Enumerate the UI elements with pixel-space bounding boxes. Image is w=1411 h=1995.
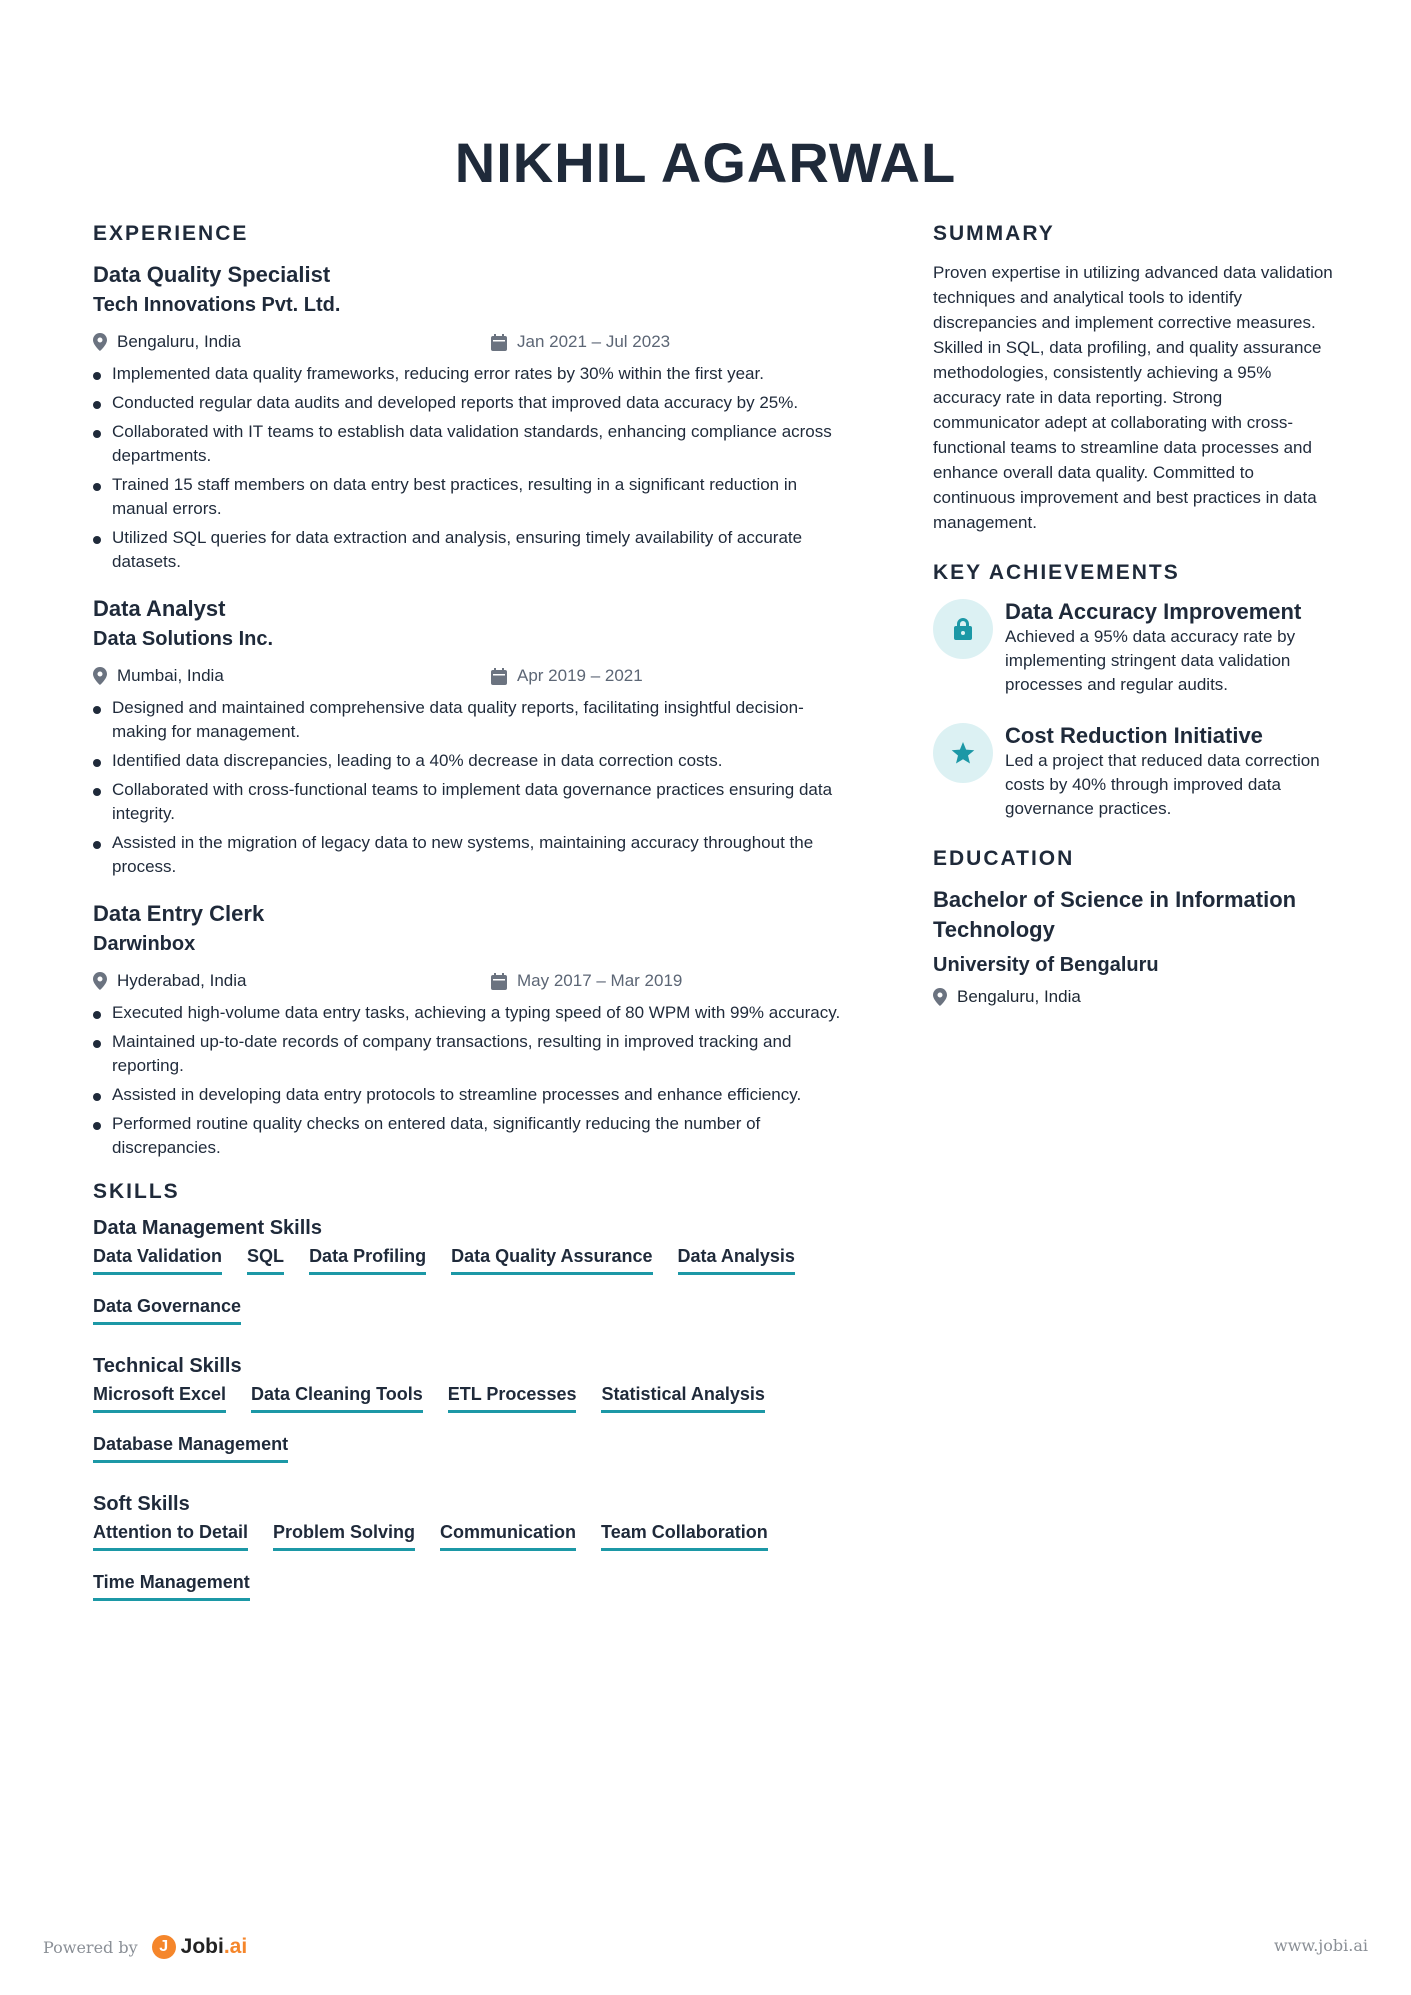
achievement-title: Data Accuracy Improvement: [1005, 599, 1302, 624]
skill-group: [93, 1352, 853, 1480]
job-bullet: Trained 15 staff members on data entry best practices, resulting in a significant reduction in manual errors.: [93, 473, 853, 521]
experience-list: [93, 260, 853, 1160]
skills-heading: SKILLS: [93, 1180, 180, 1203]
skill-group: [93, 1490, 853, 1618]
job-location: [93, 666, 491, 686]
skill-group: [93, 1214, 853, 1342]
job-location-text: Bengaluru, India: [117, 332, 241, 351]
experience-entry: [93, 594, 853, 879]
candidate-name: NIKHIL AGARWAL: [454, 131, 957, 194]
experience-entry: [93, 260, 853, 574]
achievement-icon-badge: [933, 599, 993, 659]
job-bullet: Implemented data quality frameworks, reducing error rates by 30% within the first year.: [93, 362, 853, 386]
skill-chip: Problem Solving: [273, 1520, 415, 1551]
job-bullet: Identified data discrepancies, leading to a 40% decrease in data correction costs.: [93, 749, 853, 773]
job-dates-text: Apr 2019 – 2021: [517, 666, 643, 685]
star-icon: [951, 742, 975, 765]
skill-chip: Data Profiling: [309, 1244, 426, 1275]
job-location: [93, 332, 491, 352]
job-title: Data Entry Clerk: [93, 901, 265, 926]
experience-heading: EXPERIENCE: [93, 222, 249, 245]
skill-chips: [93, 1242, 833, 1342]
achievement-item: [933, 723, 1333, 821]
location-pin-icon: [93, 333, 107, 351]
job-location-text: Mumbai, India: [117, 666, 224, 685]
skill-group-title: Data Management Skills: [93, 1217, 322, 1239]
job-bullets: [93, 696, 853, 879]
powered-by-text: Powered by: [43, 1937, 138, 1957]
skill-chip: Data Quality Assurance: [451, 1244, 652, 1275]
job-bullets: [93, 1001, 853, 1160]
job-bullet: Maintained up-to-date records of company transactions, resulting in improved tracking and reporting.: [93, 1030, 853, 1078]
achievement-title: Cost Reduction Initiative: [1005, 723, 1263, 748]
right-column: [933, 222, 1333, 1007]
skill-chip: Database Management: [93, 1432, 288, 1463]
achievements-heading: KEY ACHIEVEMENTS: [933, 561, 1180, 584]
achievements-list: [933, 599, 1333, 821]
job-location-text: Hyderabad, India: [117, 971, 247, 990]
job-bullet: Collaborated with IT teams to establish data validation standards, enhancing compliance across departments.: [93, 420, 853, 468]
achievement-body: [1005, 723, 1333, 821]
job-bullet: Assisted in the migration of legacy data to new systems, maintaining accuracy throughout the process.: [93, 831, 853, 879]
job-bullet: Assisted in developing data entry protocols to streamline processes and enhance efficiency.: [93, 1083, 853, 1107]
lock-icon: [954, 618, 972, 640]
job-dates: [491, 666, 643, 686]
job-dates-text: May 2017 – Mar 2019: [517, 971, 683, 990]
job-title: Data Analyst: [93, 596, 226, 621]
achievement-description: Led a project that reduced data correction costs by 40% through improved data governance practices.: [1005, 751, 1320, 818]
jobi-logo[interactable]: [152, 1935, 248, 1959]
job-bullet: Collaborated with cross-functional teams to implement data governance practices ensuring data integrity.: [93, 778, 853, 826]
skill-chip: Time Management: [93, 1570, 250, 1601]
education-degree: Bachelor of Science in Information Technology: [933, 887, 1297, 942]
job-location: [93, 971, 491, 991]
job-company: Data Solutions Inc.: [93, 628, 274, 650]
job-bullet: Designed and maintained comprehensive data quality reports, facilitating insightful decision-making for management.: [93, 696, 853, 744]
job-title: Data Quality Specialist: [93, 262, 331, 287]
achievement-description: Achieved a 95% data accuracy rate by implementing stringent data validation processes and regular audits.: [1005, 627, 1296, 694]
jobi-logo-icon: J: [152, 1935, 176, 1959]
calendar-icon: [491, 334, 507, 351]
achievement-item: [933, 599, 1333, 697]
skill-chips: [93, 1380, 833, 1480]
job-meta: [93, 662, 853, 690]
summary-heading: SUMMARY: [933, 222, 1055, 245]
skill-groups: [93, 1214, 853, 1618]
left-column: [93, 222, 853, 1618]
skill-chip: Attention to Detail: [93, 1520, 248, 1551]
job-meta: [93, 328, 853, 356]
calendar-icon: [491, 668, 507, 685]
skill-chip: ETL Processes: [448, 1382, 577, 1413]
experience-entry: [93, 899, 853, 1160]
job-bullet: Utilized SQL queries for data extraction and analysis, ensuring timely availability of accurate datasets.: [93, 526, 853, 574]
location-pin-icon: [93, 972, 107, 990]
education-heading: EDUCATION: [933, 847, 1075, 870]
skill-chip: Data Cleaning Tools: [251, 1382, 423, 1413]
job-bullet: Conducted regular data audits and developed reports that improved data accuracy by 25%.: [93, 391, 853, 415]
job-bullet: Executed high-volume data entry tasks, achieving a typing speed of 80 WPM with 99% accuracy.: [93, 1001, 853, 1025]
education-location: [933, 987, 1333, 1007]
job-dates-text: Jan 2021 – Jul 2023: [517, 332, 671, 351]
summary-text: Proven expertise in utilizing advanced data validation techniques and analytical tools to identify discrepancies and implement corrective measures. Skilled in SQL, data profiling, and quality assurance methodologies, consistently achieving a 95% accuracy rate in data reporting. Strong communicator adept at collaborating with cross-functional teams to streamline data processes and enhance overall data quality. Committed to continuous improvement and best practices in data management.: [933, 263, 1333, 532]
job-company: Darwinbox: [93, 933, 196, 955]
skill-chip: Data Validation: [93, 1244, 222, 1275]
job-bullet: Performed routine quality checks on entered data, significantly reducing the number of discrepancies.: [93, 1112, 853, 1160]
skill-chip: Data Governance: [93, 1294, 241, 1325]
footer-powered-by: [43, 1935, 247, 1959]
skill-chip: Data Analysis: [678, 1244, 795, 1275]
achievement-body: [1005, 599, 1333, 697]
skill-group-title: Soft Skills: [93, 1493, 190, 1515]
skills-section: [93, 1180, 853, 1618]
job-dates: [491, 332, 670, 352]
job-meta: [93, 967, 853, 995]
education-location-text: Bengaluru, India: [957, 987, 1081, 1006]
skill-group-title: Technical Skills: [93, 1355, 242, 1377]
skill-chip: SQL: [247, 1244, 284, 1275]
jobi-logo-main: Jobi: [180, 1935, 224, 1958]
location-pin-icon: [933, 988, 947, 1006]
jobi-logo-suffix: .ai: [223, 1935, 248, 1958]
achievement-icon-badge: [933, 723, 993, 783]
location-pin-icon: [93, 667, 107, 685]
education-school: University of Bengaluru: [933, 954, 1159, 976]
skill-chip: Team Collaboration: [601, 1520, 768, 1551]
jobi-logo-text: [181, 1935, 248, 1959]
job-dates: [491, 971, 682, 991]
job-bullets: [93, 362, 853, 574]
skill-chip: Microsoft Excel: [93, 1382, 226, 1413]
calendar-icon: [491, 973, 507, 990]
skill-chips: [93, 1518, 833, 1618]
skill-chip: Statistical Analysis: [601, 1382, 764, 1413]
job-company: Tech Innovations Pvt. Ltd.: [93, 294, 341, 316]
skill-chip: Communication: [440, 1520, 576, 1551]
footer-website-link[interactable]: www.jobi.ai: [1274, 1936, 1368, 1955]
